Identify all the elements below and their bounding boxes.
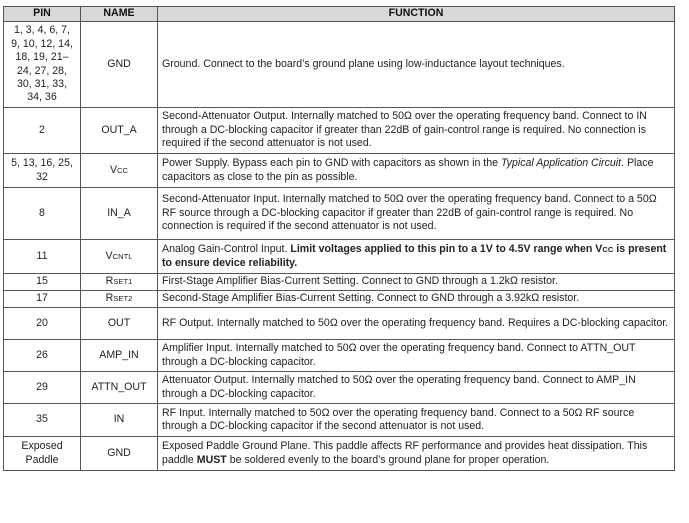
function-bold: MUST bbox=[196, 453, 227, 466]
function-cell: RF Output. Internally matched to 50Ω over the operating frequency band. Requires a DC-blocking capacitor. bbox=[158, 308, 675, 340]
header-row bbox=[4, 7, 675, 22]
pin-cell: 35 bbox=[4, 404, 81, 437]
pin-description-table bbox=[3, 6, 675, 471]
header-pin: PIN bbox=[4, 7, 81, 22]
function-cell: Second-Attenuator Output. Internally matched to 50Ω over the operating frequency band. Connect to IN through a DC-blocking capacitor if greater than 22dB of gain-control range is required. No connection is required if the second attenuator is not used. bbox=[158, 108, 675, 154]
name-cell bbox=[81, 274, 158, 291]
name-cell bbox=[81, 240, 158, 274]
name-cell: OUT_A bbox=[81, 108, 158, 154]
name-cell bbox=[81, 291, 158, 308]
name-subscript: SET1 bbox=[113, 277, 133, 287]
function-cell: Second-Stage Amplifier Bias-Current Setting. Connect to GND through a 3.92kΩ resistor. bbox=[158, 291, 675, 308]
table-row bbox=[4, 108, 675, 154]
table-row bbox=[4, 437, 675, 471]
pin-cell: 20 bbox=[4, 308, 81, 340]
name-cell: OUT bbox=[81, 308, 158, 340]
header-function: FUNCTION bbox=[158, 7, 675, 22]
name-cell: GND bbox=[81, 22, 158, 108]
table-row bbox=[4, 308, 675, 340]
pin-cell: 17 bbox=[4, 291, 81, 308]
function-bold-a: Limit voltages applied to this pin to a 1V to 4.5V range when V bbox=[290, 243, 603, 256]
function-text-a: Analog Gain-Control Input. bbox=[162, 243, 291, 256]
name-cell: GND bbox=[81, 437, 158, 471]
pin-cell: 29 bbox=[4, 372, 81, 404]
pin-cell: 26 bbox=[4, 340, 81, 372]
pin-cell: 11 bbox=[4, 240, 81, 274]
function-cell: Attenuator Output. Internally matched to 50Ω over the operating frequency band. Connect to AMP_IN through a DC-blocking capacitor. bbox=[158, 372, 675, 404]
function-text-a: Exposed Paddle Ground Plane. This paddle affects RF performance and provides heat dissipation. This paddle bbox=[162, 440, 648, 466]
function-text-a: Power Supply. Bypass each pin to GND with capacitors as shown in the bbox=[162, 157, 501, 170]
function-bold-subscript: CC bbox=[602, 245, 614, 255]
name-subscript: CC bbox=[117, 165, 129, 175]
table-row bbox=[4, 240, 675, 274]
function-text-b: be soldered evenly to the board’s ground plane for proper operation. bbox=[226, 453, 550, 466]
table-row bbox=[4, 274, 675, 291]
function-text-b: . Place capacitors as close to the pin as possible. bbox=[162, 157, 654, 183]
table-row bbox=[4, 372, 675, 404]
name-main: R bbox=[105, 292, 114, 305]
function-cell: Amplifier Input. Internally matched to 50Ω over the operating frequency band. Connect to ATTN_OUT through a DC-blocking capacitor. bbox=[158, 340, 675, 372]
function-bold-b: is present to ensure device reliability. bbox=[162, 243, 667, 269]
pin-cell: 2 bbox=[4, 108, 81, 154]
pin-cell: 15 bbox=[4, 274, 81, 291]
table-row bbox=[4, 340, 675, 372]
pin-cell: 8 bbox=[4, 188, 81, 240]
table-row bbox=[4, 188, 675, 240]
header-name: NAME bbox=[81, 7, 158, 22]
table-row bbox=[4, 154, 675, 188]
function-cell bbox=[158, 154, 675, 188]
table-row bbox=[4, 22, 675, 108]
function-emphasis: Typical Application Circuit bbox=[500, 157, 622, 170]
name-subscript: CNTL bbox=[112, 251, 133, 261]
name-cell: IN_A bbox=[81, 188, 158, 240]
function-cell bbox=[158, 437, 675, 471]
name-cell: AMP_IN bbox=[81, 340, 158, 372]
name-cell: IN bbox=[81, 404, 158, 437]
function-cell: First-Stage Amplifier Bias-Current Setting. Connect to GND through a 1.2kΩ resistor. bbox=[158, 274, 675, 291]
pin-cell: 1, 3, 4, 6, 7, 9, 10, 12, 14, 18, 19, 21–24, 27, 28, 30, 31, 33, 34, 36 bbox=[4, 22, 81, 108]
table-row bbox=[4, 291, 675, 308]
name-cell: ATTN_OUT bbox=[81, 372, 158, 404]
name-main: R bbox=[105, 275, 114, 288]
function-cell: RF Input. Internally matched to 50Ω over the operating frequency band. Connect to a 50Ω RF source through a DC-blocking capacitor if the second attenuator is not used. bbox=[158, 404, 675, 437]
name-main: V bbox=[109, 163, 118, 176]
name-subscript: SET2 bbox=[113, 294, 133, 304]
function-cell: Ground. Connect to the board’s ground plane using low-inductance layout techniques. bbox=[158, 22, 675, 108]
pin-cell: 5, 13, 16, 25, 32 bbox=[4, 154, 81, 188]
table-row bbox=[4, 404, 675, 437]
name-main: V bbox=[105, 249, 113, 262]
pin-cell: Exposed Paddle bbox=[4, 437, 81, 471]
name-cell bbox=[81, 154, 158, 188]
function-cell: Second-Attenuator Input. Internally matched to 50Ω over the operating frequency band. Connect to a 50Ω RF source through a DC-blocking capacitor if greater than 22dB of gain-control range is required. No connection is required if the second attenuator is not used. bbox=[158, 188, 675, 240]
function-cell bbox=[158, 240, 675, 274]
